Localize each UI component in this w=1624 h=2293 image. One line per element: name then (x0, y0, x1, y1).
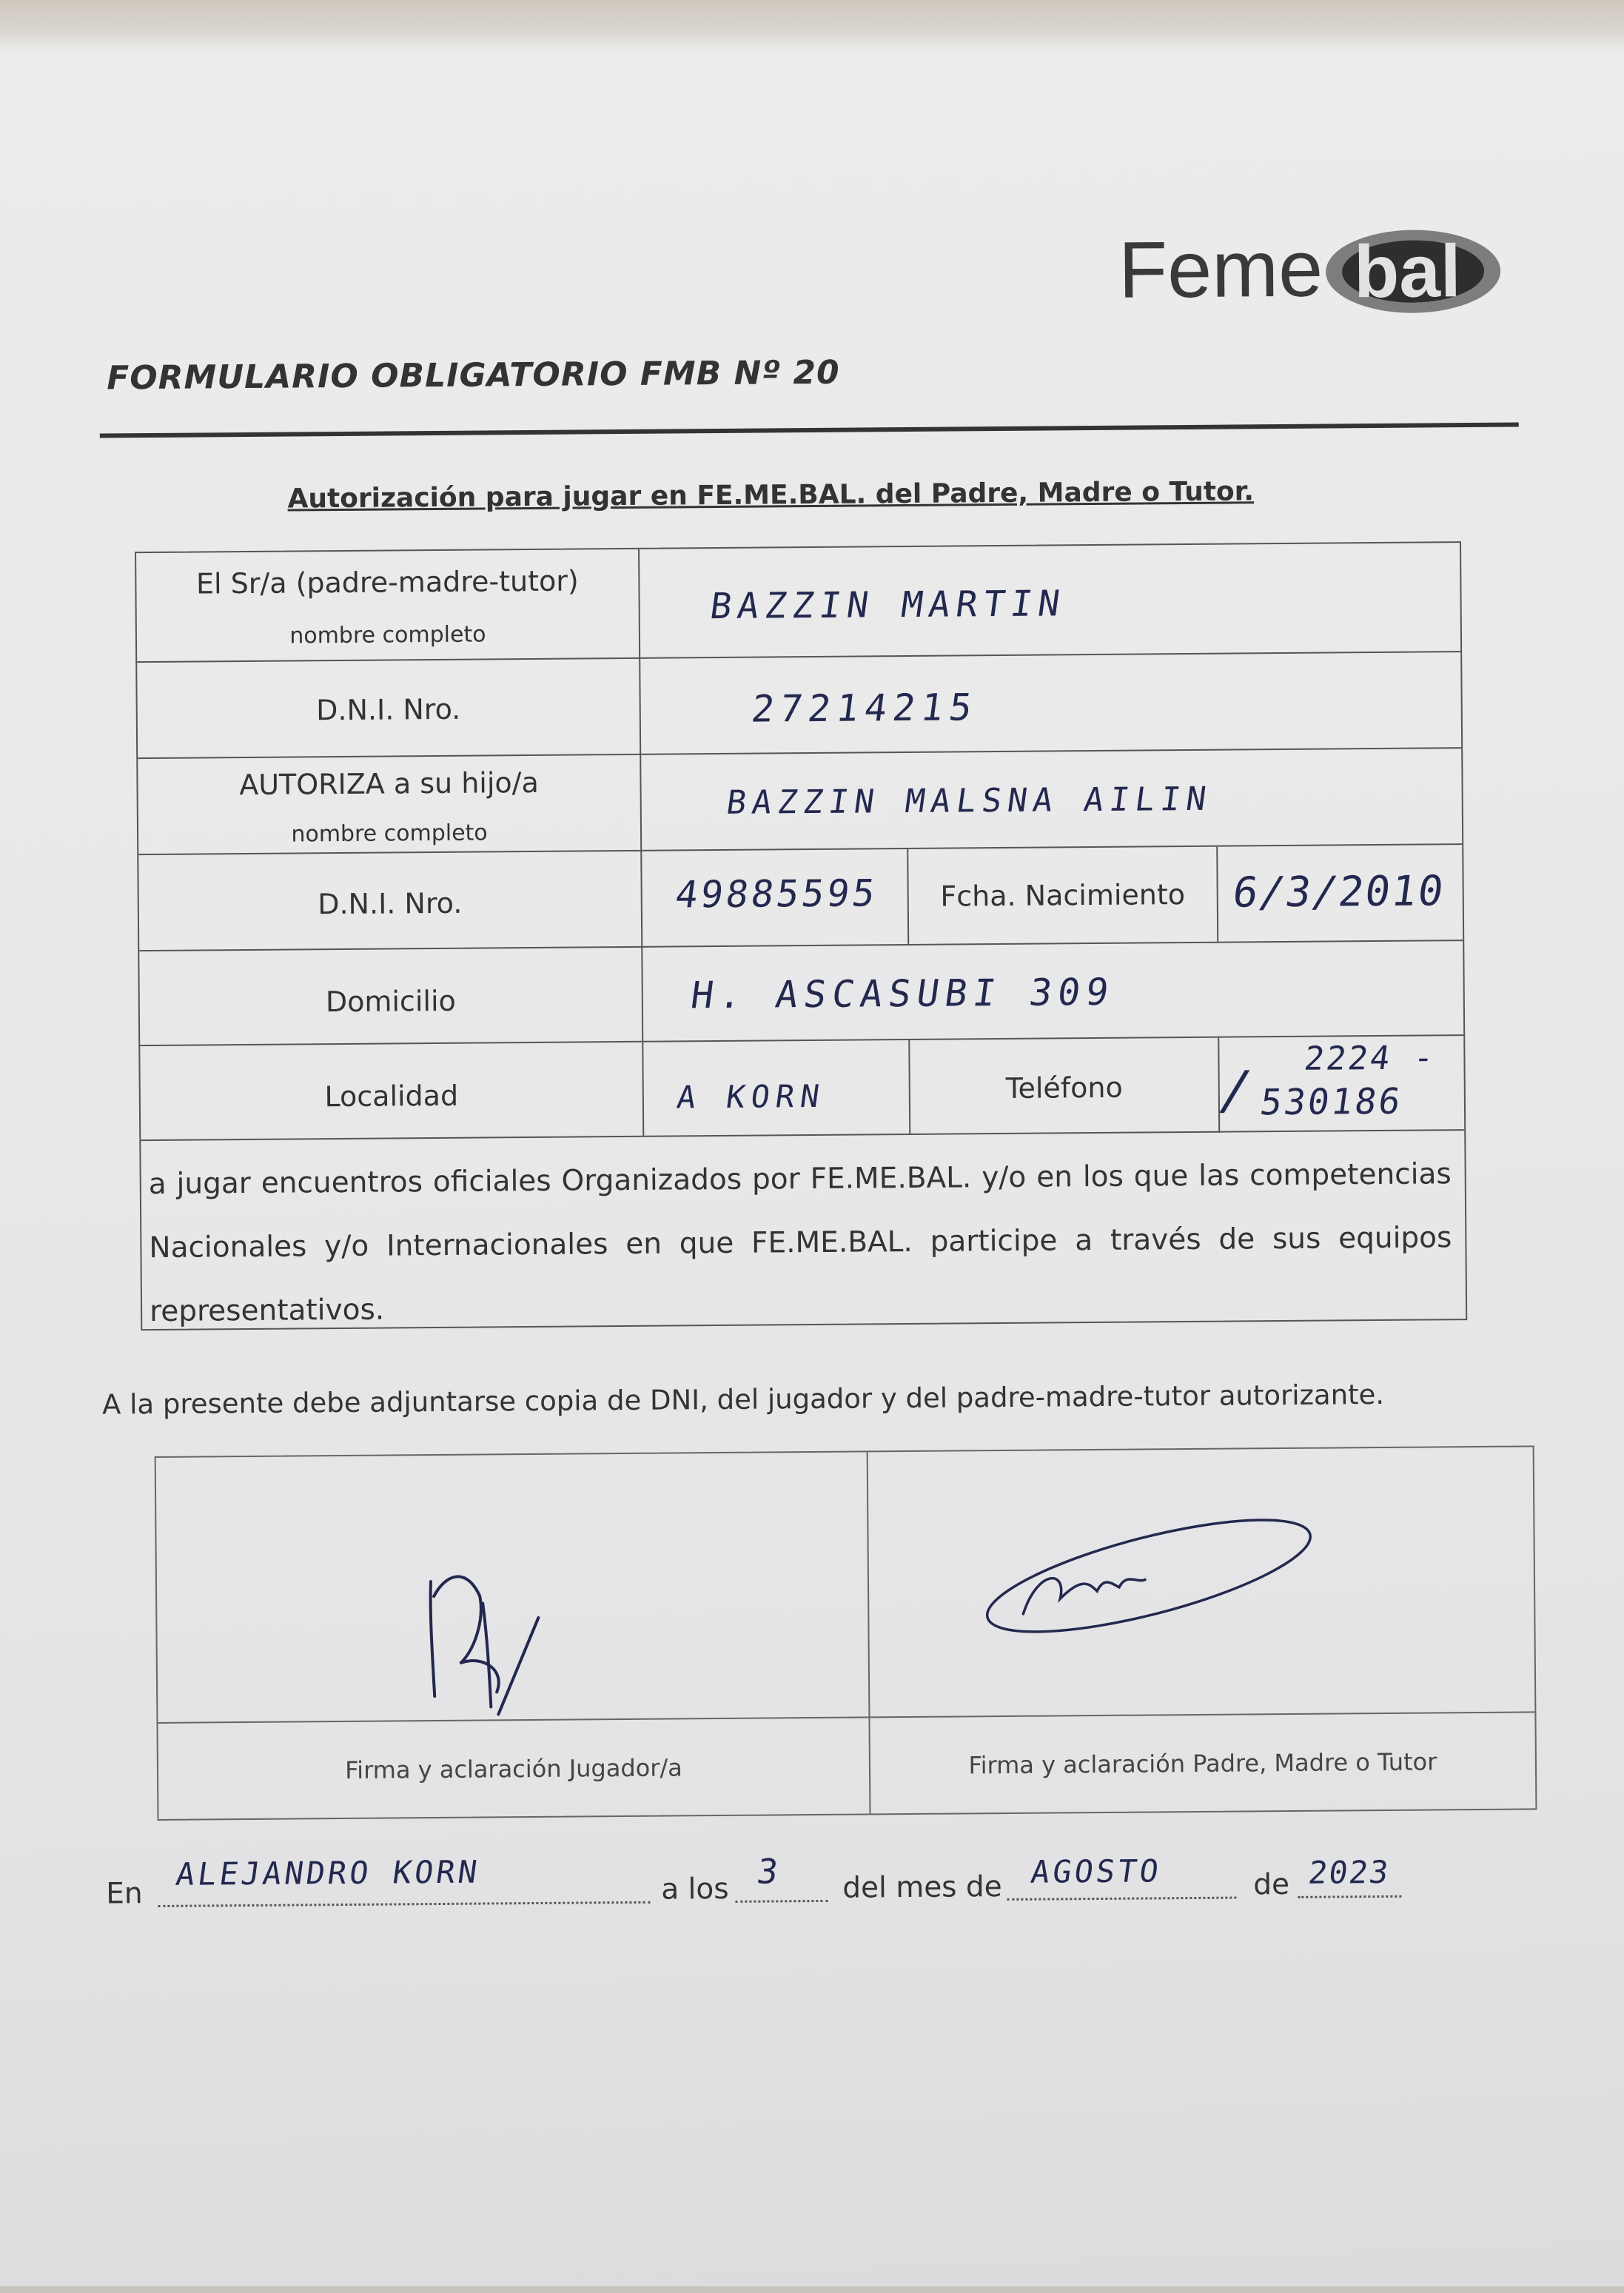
svg-text:bal: bal (1353, 230, 1462, 314)
child-sublabel: nombre completo (291, 820, 488, 848)
parent-sublabel: nombre completo (289, 621, 486, 649)
attachment-note: A la presente debe adjuntarse copia de DNI, del jugador y del padre-madre-tutor autorizante. (101, 1378, 1385, 1421)
birth-date-value: 6/3/2010 (1229, 867, 1448, 917)
phone-value-line1: 2224 - (1302, 1039, 1438, 1078)
parent-dni-cell[interactable] (640, 652, 1461, 755)
player-signature-caption: Firma y aclaración Jugador/a (344, 1753, 682, 1785)
child-name-value: BAZZIN MALSNA AILIN (724, 780, 1215, 822)
address-label-cell (139, 948, 643, 1046)
city-label-cell (140, 1042, 644, 1141)
address-label: Domicilio (325, 984, 456, 1019)
parent-signature-caption: Firma y aclaración Padre, Madre o Tutor (968, 1747, 1437, 1780)
femebal-logo (1118, 221, 1504, 320)
parent-dni-value: 27214215 (748, 686, 981, 731)
footer-de-label: de (1253, 1867, 1290, 1902)
day-value: 3 (754, 1851, 787, 1892)
form-subtitle: Autorización para jugar en FE.ME.BAL. del Padre, Madre o Tutor. (287, 476, 1255, 515)
signature-table (155, 1445, 1537, 1821)
header-divider (100, 422, 1519, 438)
city-value: A KORN (674, 1077, 828, 1116)
city-label: Localidad (324, 1079, 459, 1114)
parent-label: El Sr/a (padre-madre-tutor) (195, 564, 579, 600)
footer-en-label: En (106, 1877, 143, 1911)
year-value: 2023 (1306, 1853, 1392, 1891)
form-title: FORMULARIO OBLIGATORIO FMB Nº 20 (107, 353, 840, 398)
authorization-paragraph: a jugar encuentros oficiales Organizados por FE.ME.BAL. y/o en los que las competencias Nacionales y/o Internacionales en que FE.ME.BAL. participe a través de sus equipos representativos. (148, 1157, 1452, 1329)
birth-date-cell[interactable] (1218, 845, 1463, 943)
place-value: ALEJANDRO KORN (173, 1853, 483, 1892)
phone-strikeout-mark: / (1215, 1060, 1255, 1121)
footer-mes-label: del mes de (842, 1870, 1002, 1905)
city-cell[interactable] (643, 1040, 910, 1137)
child-dni-label-cell (138, 851, 642, 951)
svg-text:Feme: Feme (1118, 223, 1323, 315)
parent-dni-label-cell (137, 659, 641, 759)
phone-label-cell (910, 1038, 1220, 1135)
phone-cell[interactable] (1215, 1036, 1464, 1133)
address-cell[interactable] (642, 941, 1463, 1042)
player-signature (409, 1550, 603, 1722)
child-dni-label: D.N.I. Nro. (318, 886, 463, 921)
parent-name-cell[interactable] (640, 543, 1460, 659)
child-label: AUTORIZA a su hijo/a (239, 766, 539, 802)
child-name-cell[interactable] (641, 749, 1462, 851)
birth-label: Fcha. Nacimiento (940, 878, 1186, 913)
footer-a-los-label: a los (661, 1872, 729, 1907)
address-value: H. ASCASUBI 309 (688, 970, 1118, 1017)
child-dni-cell[interactable] (642, 849, 909, 948)
parent-dni-label: D.N.I. Nro. (316, 692, 461, 727)
parent-name-label-cell (136, 549, 640, 663)
birth-label-cell (908, 847, 1218, 945)
phone-label: Teléfono (1005, 1071, 1123, 1105)
signature-divider-horizontal (158, 1711, 1534, 1724)
phone-value-line2: 530186 (1258, 1080, 1406, 1124)
child-dni-value: 49885595 (672, 871, 881, 917)
parent-signature (978, 1501, 1320, 1652)
child-name-label-cell (138, 755, 642, 855)
parent-name-value: BAZZIN MARTIN (707, 583, 1069, 628)
month-value: AGOSTO (1028, 1852, 1164, 1890)
